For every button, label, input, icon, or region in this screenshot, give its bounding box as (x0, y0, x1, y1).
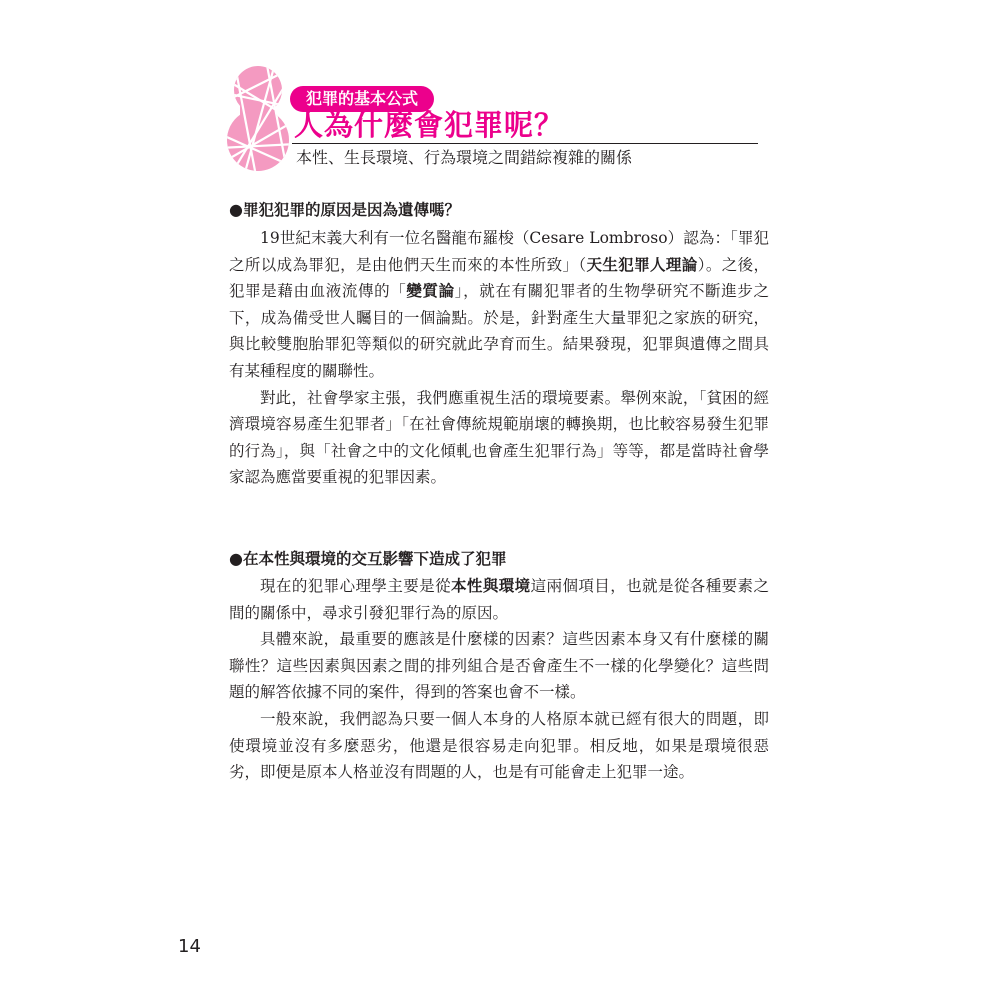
paragraph (229, 225, 769, 385)
paragraph-text: 19世紀末義大利有一位名醫龍布羅梭（Cesare Lombroso）認為：「罪犯之所以成為罪犯，是由他們天生而來的本性所致」（ (229, 229, 769, 274)
section-heading-text: 罪犯犯罪的原因是因為遺傳嗎？ (242, 201, 460, 219)
bullet-icon: ● (229, 200, 243, 219)
paragraph: 對此，社會學家主張，我們應重視生活的環境要素。舉例來說，「貧困的經濟環境容易產生犯罪者」「在社會傳統規範崩壞的轉換期，也比較容易發生犯罪的行為」，與「社會之中的文化傾軋也會產生犯罪行為」等等，都是當時社會學家認為應當要重視的犯罪因素。 (229, 388, 769, 487)
paragraph-text: ）。之後，犯罪是藉由血液流傳的「 (229, 255, 769, 301)
emphasis-term: 變質論 (406, 282, 455, 301)
emphasis-term: 天生犯罪人理論 (586, 255, 698, 274)
paragraph-text: 這兩個項目，也就是從各種要素之間的關係中，尋求引發犯罪行為的原因。 (229, 577, 769, 622)
section-nature-environment (229, 548, 769, 786)
paragraph-text: 」，就在有關犯罪者的生物學研究不斷進步之下，成為備受世人矚目的一個論點。於是，針對產生大量罪犯之家族的研究，與比較雙胞胎罪犯等類似的研究就此孕育而生。結果發現，犯罪與遺傳之間具有某種程度的關聯性。 (229, 282, 769, 380)
bullet-icon: ● (229, 549, 243, 568)
section-heading-text: 在本性與環境的交互影響下造成了犯罪 (242, 550, 507, 568)
chapter-number-8-icon (226, 64, 290, 172)
paragraph: 一般來說，我們認為只要一個人本身的人格原本就已經有很大的問題，即使環境並沒有多麼惡劣，他還是很容易走向犯罪。相反地，如果是環境很惡劣，即便是原本人格並沒有問題的人，也是有可能會走上犯罪一途。 (229, 709, 769, 782)
chapter-title: 人為什麼會犯罪呢？ (294, 108, 565, 142)
section-heading (229, 199, 769, 221)
paragraph-text: 現在的犯罪心理學主要是從 (260, 577, 452, 595)
paragraph: 具體來說，最重要的應該是什麼樣的因素？這些因素本身又有什麼樣的關聯性？這些因素與因素之間的排列組合是否會產生不一樣的化學變化？這些問題的解答依據不同的案件，得到的答案也會不一樣。 (229, 630, 769, 702)
section-heredity (229, 199, 769, 491)
chapter-tag: 犯罪的基本公式 (290, 86, 434, 112)
page-number: 14 (178, 936, 201, 957)
title-divider (292, 143, 758, 144)
emphasis-term: 本性與環境 (451, 577, 531, 595)
section-heading (229, 548, 769, 570)
chapter-subtitle: 本性、生長環境、行為環境之間錯綜複雜的關係 (296, 148, 633, 167)
paragraph (229, 573, 769, 626)
